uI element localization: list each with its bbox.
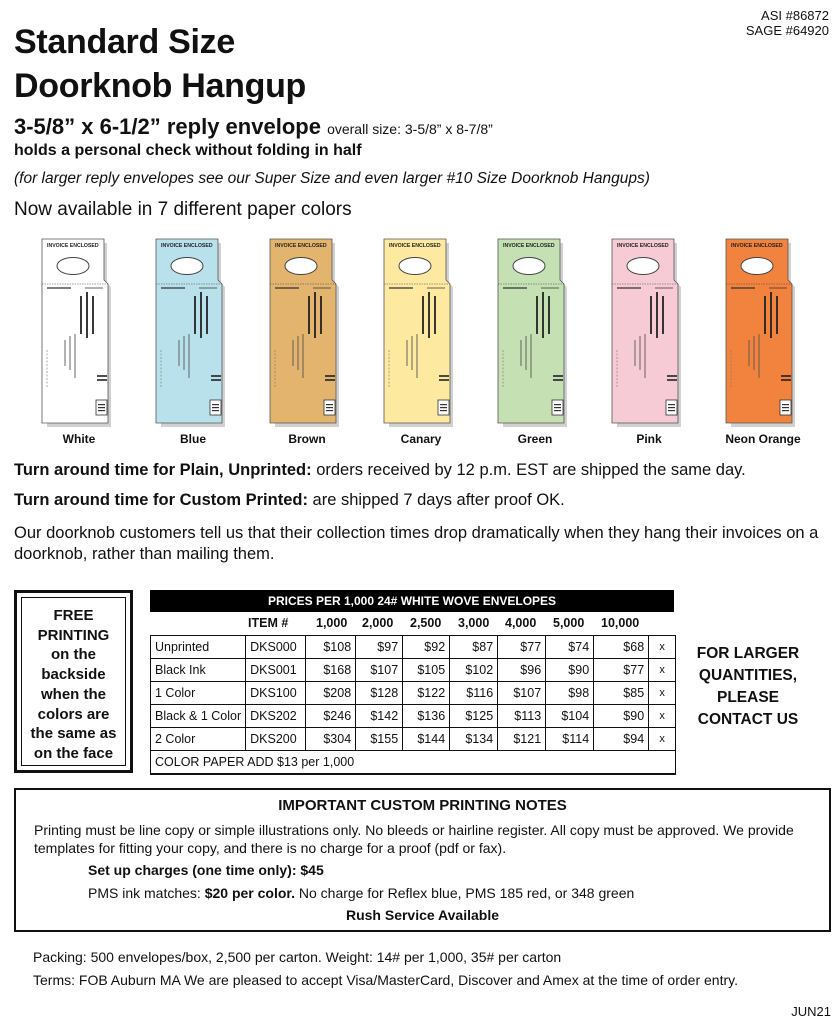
doorknob-envelope-graphic (383, 238, 463, 428)
qty-column-header: 4,000 (505, 616, 537, 630)
free-printing-text (21, 597, 126, 766)
supplier-ids (746, 8, 829, 38)
envelope-sample (41, 238, 117, 446)
packing-info: Packing: 500 envelopes/box, 2,500 per carton. Weight: 14# per 1,000, 35# per carton (33, 949, 562, 965)
free-printing-line: on the (51, 646, 96, 664)
envelope-sample (725, 238, 801, 446)
envelope-color-label: Canary (400, 432, 442, 446)
setup-charges: Set up charges (one time only): $45 (88, 862, 324, 878)
svg-text:INVOICE ENCLOSED: INVOICE ENCLOSED (275, 243, 327, 249)
sage-number: SAGE #64920 (745, 23, 829, 38)
price-cell: $87 (450, 636, 498, 659)
turnaround-plain-label: Turn around time for Plain, Unprinted: (14, 461, 312, 479)
asi-number: ASI #86872 (761, 8, 829, 23)
pms-prefix: PMS ink matches: (88, 885, 205, 901)
price-cell: $246 (306, 705, 356, 728)
notes-body: Printing must be line copy or simple illustrations only. No bleeds or hairline register. All copy must be approved. We provide templates for fitting your copy, and there is no charge for a proof (pdf or fax). (34, 822, 794, 856)
free-printing-line: on the face (33, 744, 114, 762)
envelope-size-heading (14, 114, 493, 140)
envelope-color-label: Pink (636, 432, 662, 446)
price-cell: $77 (498, 636, 546, 659)
rush-service: Rush Service Available (345, 907, 500, 923)
price-cell: $122 (403, 682, 450, 705)
envelope-sample (497, 238, 573, 446)
custom-printing-notes (14, 788, 831, 932)
turnaround-plain (14, 461, 746, 480)
price-cell: $74 (546, 636, 594, 659)
pms-price: $20 per color. (204, 885, 295, 901)
svg-text:INVOICE ENCLOSED: INVOICE ENCLOSED (47, 243, 99, 249)
contact-for-larger-quantities (688, 643, 808, 731)
contact-line: PLEASE (716, 689, 779, 706)
envelope-color-label: Blue (179, 432, 206, 446)
colors-available-note: Now available in 7 different paper colors (14, 199, 352, 220)
price-cell: $144 (403, 728, 450, 751)
free-printing-box (14, 590, 133, 773)
price-cell: $125 (450, 705, 498, 728)
x-mark: x (649, 705, 676, 728)
revision-code: JUN21 (791, 1004, 831, 1019)
price-cell: $107 (498, 682, 546, 705)
price-cell: $104 (546, 705, 594, 728)
qty-column-header: 10,000 (601, 616, 640, 630)
title-line-1: Standard Size (14, 23, 235, 61)
x-mark: x (649, 682, 676, 705)
x-mark: x (649, 728, 676, 751)
envelope-color-label: White (62, 432, 96, 446)
price-cell: $121 (498, 728, 546, 751)
item-number: DKS202 (246, 705, 306, 728)
price-cell: $136 (403, 705, 450, 728)
item-number: DKS100 (246, 682, 306, 705)
product-name: 2 Color (151, 728, 246, 751)
item-number: DKS200 (246, 728, 306, 751)
turnaround-custom-label: Turn around time for Custom Printed: (14, 491, 308, 509)
svg-text:INVOICE ENCLOSED: INVOICE ENCLOSED (503, 243, 555, 249)
doorknob-envelope-graphic (269, 238, 349, 428)
envelope-color-label: Green (517, 432, 553, 446)
price-row (151, 682, 676, 705)
color-paper-note: COLOR PAPER ADD $13 per 1,000 (151, 751, 676, 774)
price-cell: $134 (450, 728, 498, 751)
price-cell: $90 (546, 659, 594, 682)
price-cell: $107 (356, 659, 403, 682)
price-cell: $90 (594, 705, 649, 728)
envelope-color-label: Brown (288, 432, 326, 446)
doorknob-envelope-graphic (155, 238, 235, 428)
doorknob-envelope-graphic (41, 238, 121, 428)
free-printing-line: backside (41, 666, 106, 684)
free-printing-line: PRINTING (37, 626, 110, 644)
product-name: Black Ink (151, 659, 246, 682)
contact-line: CONTACT US (697, 711, 799, 728)
page-title (14, 20, 306, 108)
doorknob-envelope-graphic (611, 238, 691, 428)
pms-ink-matches (88, 885, 634, 901)
qty-column-header: 2,000 (362, 616, 394, 630)
color-paper-row (151, 751, 676, 774)
price-cell: $97 (356, 636, 403, 659)
customers-testimonial: Our doorknob customers tell us that their collection times drop dramatically when they hang their invoices on a doorknob, rather than mailing them. (14, 524, 819, 563)
price-cell: $102 (450, 659, 498, 682)
price-cell: $116 (450, 682, 498, 705)
price-cell: $128 (356, 682, 403, 705)
item-number: DKS001 (246, 659, 306, 682)
price-cell: $85 (594, 682, 649, 705)
doorknob-envelope-graphic (725, 238, 805, 428)
qty-column-header: 2,500 (410, 616, 442, 630)
svg-text:INVOICE ENCLOSED: INVOICE ENCLOSED (617, 243, 669, 249)
terms-info: Terms: FOB Auburn MA We are pleased to accept Visa/MasterCard, Discover and Amex at the time of order entry. (33, 972, 738, 988)
qty-column-header: 1,000 (316, 616, 348, 630)
price-cell: $96 (498, 659, 546, 682)
price-cell: $304 (306, 728, 356, 751)
free-printing-line: colors are (37, 705, 110, 723)
x-mark: x (649, 659, 676, 682)
item-number: DKS000 (246, 636, 306, 659)
free-printing-line: the same as (30, 725, 117, 743)
price-row (151, 636, 676, 659)
contact-line: QUANTITIES, (698, 667, 798, 684)
price-cell: $77 (594, 659, 649, 682)
x-mark: x (649, 636, 676, 659)
svg-text:INVOICE ENCLOSED: INVOICE ENCLOSED (161, 243, 213, 249)
pms-suffix: No charge for Reflex blue, PMS 185 red, or 348 green (294, 885, 635, 901)
price-cell: $113 (498, 705, 546, 728)
product-name: Unprinted (151, 636, 246, 659)
envelope-sample (383, 238, 459, 446)
qty-column-header: 3,000 (458, 616, 490, 630)
price-cell: $108 (306, 636, 356, 659)
svg-text:INVOICE ENCLOSED: INVOICE ENCLOSED (731, 243, 783, 249)
item-column-header: ITEM # (248, 616, 289, 630)
reply-envelope-size: 3-5/8” x 6-1/2” reply envelope (14, 114, 321, 139)
turnaround-custom (14, 491, 565, 510)
price-table (150, 635, 676, 775)
price-cell: $114 (546, 728, 594, 751)
free-printing-line: FREE (53, 607, 94, 624)
price-cell: $98 (546, 682, 594, 705)
notes-title: IMPORTANT CUSTOM PRINTING NOTES (278, 797, 567, 814)
price-cell: $94 (594, 728, 649, 751)
price-cell: $208 (306, 682, 356, 705)
price-cell: $168 (306, 659, 356, 682)
price-row (151, 659, 676, 682)
price-table-header: PRICES PER 1,000 24# WHITE WOVE ENVELOPES (150, 590, 674, 612)
price-row (151, 728, 676, 751)
product-name: 1 Color (151, 682, 246, 705)
holds-check-note: holds a personal check without folding in half (14, 142, 362, 159)
free-printing-line: when the (40, 685, 106, 703)
product-name: Black & 1 Color (151, 705, 246, 728)
price-cell: $92 (403, 636, 450, 659)
turnaround-plain-text: orders received by 12 p.m. EST are shipped the same day. (311, 461, 746, 479)
envelope-sample (611, 238, 687, 446)
title-line-2: Doorknob Hangup (14, 67, 307, 105)
price-cell: $105 (403, 659, 450, 682)
doorknob-envelope-graphic (497, 238, 577, 428)
overall-size: overall size: 3-5/8” x 8-7/8” (327, 121, 493, 137)
larger-envelopes-note: (for larger reply envelopes see our Super Size and even larger #10 Size Doorknob Hangups) (14, 170, 650, 187)
envelope-sample (269, 238, 345, 446)
turnaround-custom-text: are shipped 7 days after proof OK. (307, 491, 565, 509)
qty-column-header: 5,000 (553, 616, 585, 630)
price-cell: $142 (356, 705, 403, 728)
envelope-color-label: Neon Orange (725, 432, 801, 446)
contact-line: FOR LARGER (696, 645, 800, 662)
envelope-color-samples (30, 238, 830, 448)
svg-text:INVOICE ENCLOSED: INVOICE ENCLOSED (389, 243, 441, 249)
price-cell: $155 (356, 728, 403, 751)
envelope-sample (155, 238, 231, 446)
price-row (151, 705, 676, 728)
price-cell: $68 (594, 636, 649, 659)
